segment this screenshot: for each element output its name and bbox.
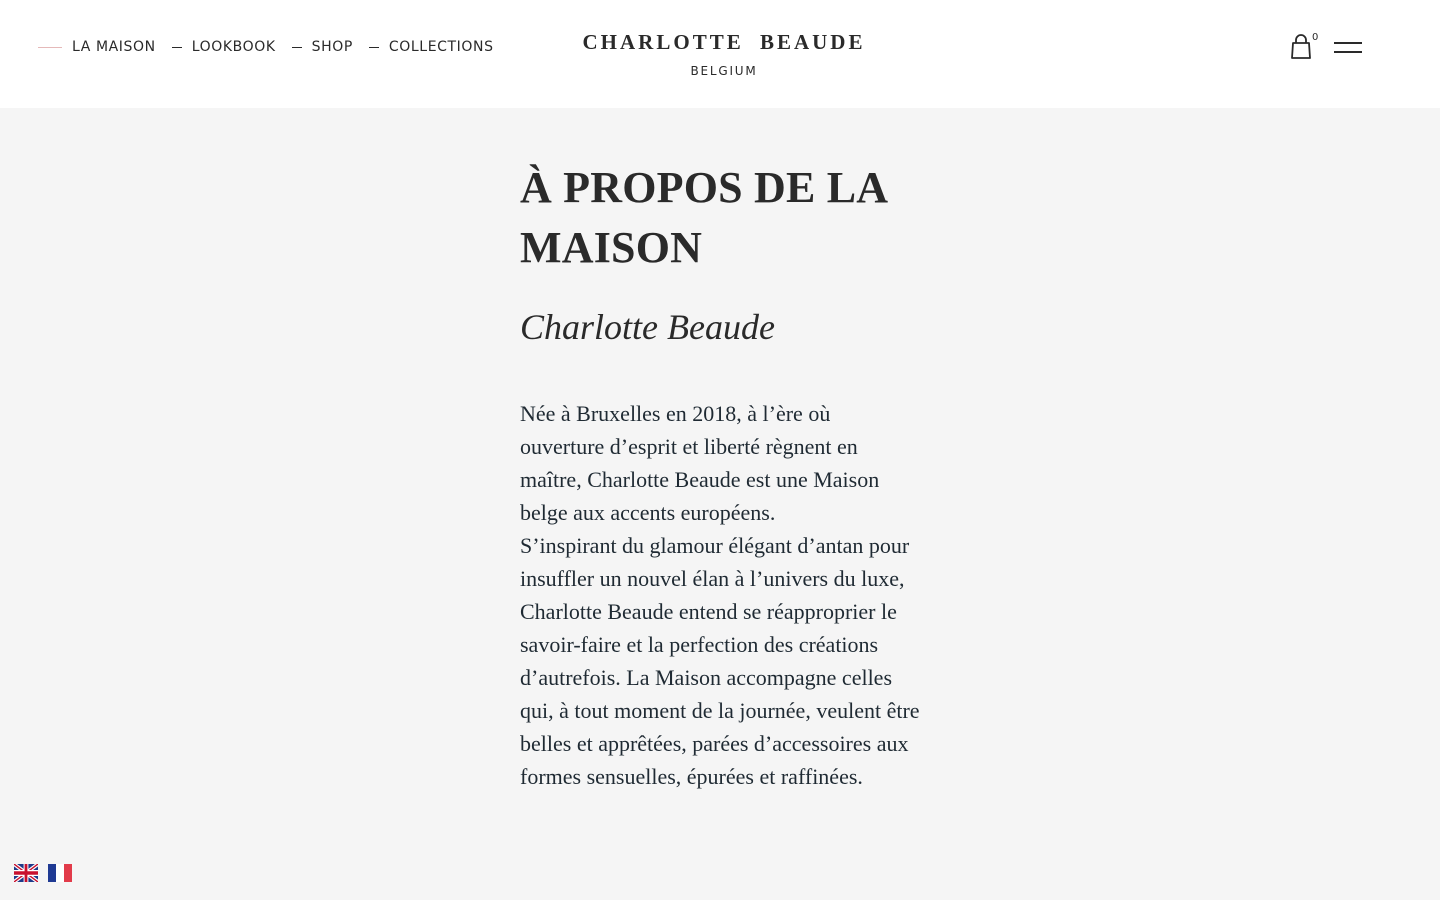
france-flag-icon[interactable] <box>48 864 72 882</box>
nav-dash <box>38 47 62 48</box>
cart-count: 0 <box>1312 32 1319 43</box>
nav-item-shop[interactable] <box>292 39 353 55</box>
about-body <box>520 397 920 793</box>
nav-item-label: LOOKBOOK <box>191 39 276 55</box>
nav-dash <box>369 47 379 48</box>
nav-item-collections[interactable] <box>369 39 494 55</box>
main-nav <box>38 39 510 55</box>
page-title: À PROPOS DE LA MAISON <box>520 163 886 272</box>
site-header <box>0 0 1440 108</box>
nav-dash <box>292 47 302 48</box>
uk-flag-icon[interactable] <box>14 864 38 882</box>
nav-item-label: COLLECTIONS <box>388 39 494 55</box>
page-subtitle: Charlotte Beaude <box>520 307 775 347</box>
nav-dash <box>172 47 182 48</box>
about-paragraph: S’inspirant du glamour élégant d’antan pour insuffler un nouvel élan à l’univers du luxe, Charlotte Beaude entend se réapproprier le savoir-faire et la perfection des créations d’autrefois. La Maison accompagne celles qui, à tout moment de la journée, veulent être belles et apprêtées, parées d’accessoires aux formes sensuelles, épurées et raffinées. <box>520 533 920 789</box>
brand-logo[interactable] <box>520 30 928 78</box>
about-paragraph: Née à Bruxelles en 2018, à l’ère où ouverture d’esprit et liberté règnent en maître, Charlotte Beaude est une Maison belge aux accents européens. <box>520 401 880 525</box>
shopping-bag-icon <box>1290 34 1312 60</box>
cart-button[interactable] <box>1290 34 1318 62</box>
nav-item-lookbook[interactable] <box>172 39 276 55</box>
hamburger-menu-button[interactable] <box>1334 40 1362 56</box>
nav-item-label: LA MAISON <box>72 39 156 55</box>
hamburger-menu-icon <box>1334 51 1362 53</box>
nav-item-la-maison[interactable] <box>38 39 156 55</box>
language-switcher <box>14 864 82 882</box>
about-section <box>520 158 940 793</box>
brand-subtitle: BELGIUM <box>690 64 758 78</box>
brand-name: CHARLOTTE BEAUDE <box>582 30 866 54</box>
nav-item-label: SHOP <box>311 39 353 55</box>
hamburger-menu-icon <box>1334 42 1362 44</box>
